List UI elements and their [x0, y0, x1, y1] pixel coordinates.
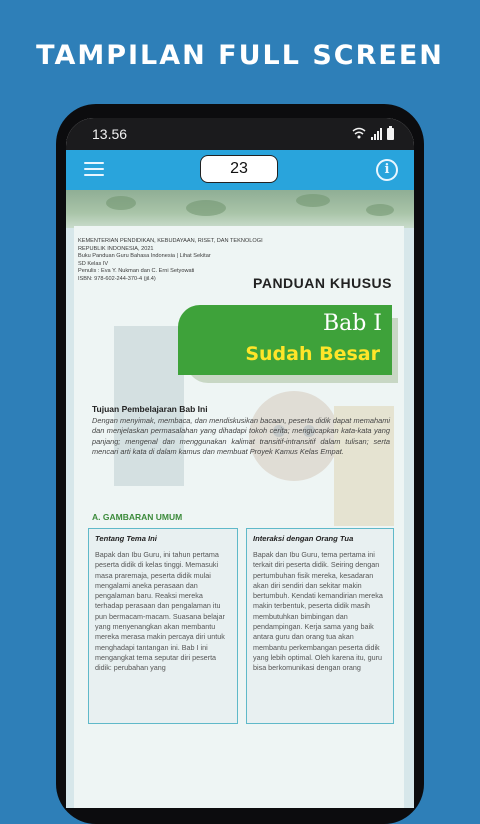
page-header-illustration [66, 190, 414, 228]
status-time: 13.56 [92, 126, 128, 142]
tentang-tema-box [88, 528, 238, 724]
interaksi-orang-tua-title: Interaksi dengan Orang Tua [253, 534, 354, 543]
bab-banner [178, 305, 392, 375]
status-bar [66, 118, 414, 150]
hamburger-menu-icon[interactable] [84, 159, 104, 179]
tentang-tema-title: Tentang Tema Ini [95, 534, 157, 543]
wifi-icon [352, 126, 366, 140]
learning-objective-heading: Tujuan Pembelajaran Bab Ini [92, 404, 208, 414]
interaksi-orang-tua-box [246, 528, 394, 724]
learning-objective-text: Dengan menyimak, membaca, dan mendiskusikan bacaan, peserta didik dapat memahami dan menjelaskan permasalahan yang dihadapi tokoh cerita; mengucapkan kata-kata yang panjang; mengenal dan menggunakan kalimat transitif-intransitif dalam tulisan; serta mencari arti kata di dalam kamus dan membuat Proyek Kamus Kelas Empat. [92, 416, 390, 456]
tentang-tema-text: Bapak dan Ibu Guru, ini tahun pertama peserta didik di kelas tinggi. Memasuki masa praremaja, peserta didik mulai mengalami aneka perasaan dan pengalaman baru. Reaksi mereka terhadap perasaan dan pengalaman itu pun bermacam-macam. Suasana belajar yang menyenangkan akan membantu mereka merasa makin percaya diri untuk menghadapi tantangan ini. Bab I ini mengangkat tema seputar diri peserta didik: perubahan yang [95, 550, 225, 673]
publication-meta: KEMENTERIAN PENDIDIKAN, KEBUDAYAAN, RISET, DAN TEKNOLOGI REPUBLIK INDONESIA, 2021 Buku Panduan Guru Bahasa Indonesia | Lihat Sekitar SD Kelas IV Penulis : Eva Y. Nukman dan C. Erni Setyowati ISBN: 978-602-244-370-4 (jil.4) [78, 238, 263, 282]
document-page [74, 226, 404, 808]
interaksi-orang-tua-text: Bapak dan Ibu Guru, tema pertama ini terkait diri peserta didik. Seiring dengan pertumbuhan fisik mereka, kesadaran akan diri sendiri dan sekitar makin bertumbuh. Kendati kemandirian mereka makin terbentuk, peserta didik masih membutuhkan bimbingan dan pendampingan. Kerja sama yang baik antara guru dan orang tua akan membantu perkembangan peserta didik yang lebih optimal. Oleh karena itu, guru bisa berkomunikasi dengan orang [253, 550, 383, 673]
bab-subtitle: Sudah Besar [245, 343, 380, 365]
app-bar [66, 150, 414, 190]
info-icon[interactable]: i [376, 159, 398, 181]
page-number-field[interactable]: 23 [200, 155, 278, 183]
document-viewer[interactable] [66, 190, 414, 808]
panduan-khusus-label: PANDUAN KHUSUS [253, 275, 392, 291]
bab-title: Bab I [322, 311, 382, 336]
status-icons [352, 126, 394, 140]
promo-headline: TAMPILAN FULL SCREEN [36, 40, 444, 71]
battery-icon [387, 128, 394, 140]
signal-icon [371, 128, 382, 140]
section-a-heading: A. GAMBARAN UMUM [92, 512, 183, 522]
phone-screen [66, 118, 414, 808]
